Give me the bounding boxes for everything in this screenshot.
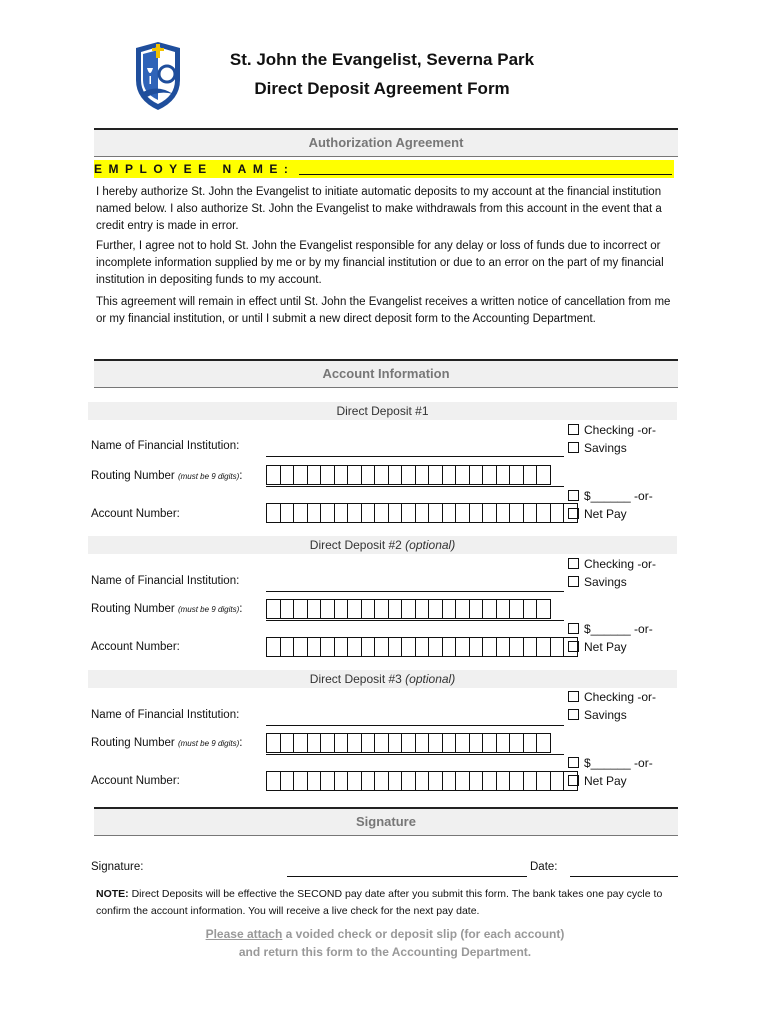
checkbox-icon[interactable] <box>568 709 579 720</box>
digit-box[interactable] <box>362 599 376 619</box>
digit-box[interactable] <box>443 599 457 619</box>
account-number-boxes-3[interactable] <box>266 771 578 791</box>
routing-number-boxes-3[interactable] <box>266 733 551 753</box>
digit-box[interactable] <box>335 599 349 619</box>
institution-input-1[interactable] <box>266 456 564 457</box>
digit-box[interactable] <box>416 503 430 523</box>
digit-box[interactable] <box>429 637 443 657</box>
digit-box[interactable] <box>389 465 403 485</box>
digit-box[interactable] <box>510 637 524 657</box>
institution-input-3[interactable] <box>266 725 564 726</box>
digit-box[interactable] <box>402 771 416 791</box>
checking-option-1[interactable] <box>568 421 656 439</box>
digit-box[interactable] <box>524 599 538 619</box>
digit-box[interactable] <box>524 503 538 523</box>
authorization-paragraph-3: This agreement will remain in effect until St. John the Evangelist receives a written notice of cancellation from me or my financial institution, or until I submit a new direct deposit form to the Accounting Department. <box>96 296 671 325</box>
digit-box[interactable] <box>443 503 457 523</box>
signature-input[interactable] <box>287 876 527 877</box>
digit-box[interactable] <box>524 637 538 657</box>
digit-box[interactable] <box>308 637 322 657</box>
digit-box[interactable] <box>510 599 524 619</box>
digit-box[interactable] <box>551 503 565 523</box>
digit-box[interactable] <box>402 503 416 523</box>
digit-box[interactable] <box>281 465 295 485</box>
digit-box[interactable] <box>362 733 376 753</box>
amount-label: $______ -or- <box>584 489 653 503</box>
direct-deposit-3-heading <box>88 670 677 688</box>
routing-label-text: Routing Number <box>91 603 175 615</box>
digit-box[interactable] <box>470 637 484 657</box>
netpay-label: Net Pay <box>584 640 627 654</box>
savings-option-2[interactable] <box>568 573 627 591</box>
digit-box[interactable] <box>389 599 403 619</box>
authorization-paragraph-1: I hereby authorize St. John the Evangelist to initiate automatic deposits to my account at the financial institution named below. I also authorize St. John the Evangelist to make withdrawals from this account in the event that a credit entry is made in error. <box>96 186 662 232</box>
digit-box[interactable] <box>456 771 470 791</box>
signature-label: Signature: <box>91 861 144 873</box>
digit-box[interactable] <box>267 637 281 657</box>
savings-option-3[interactable] <box>568 706 627 724</box>
digit-box[interactable] <box>335 637 349 657</box>
digit-box[interactable] <box>564 503 578 523</box>
checkbox-icon[interactable] <box>568 442 579 453</box>
digit-box[interactable] <box>375 599 389 619</box>
routing-colon: : <box>239 470 243 482</box>
digit-box[interactable] <box>510 733 524 753</box>
digit-box[interactable] <box>402 465 416 485</box>
digit-box[interactable] <box>375 637 389 657</box>
routing-hint: (must be 9 digits) <box>177 472 240 481</box>
digit-box[interactable] <box>483 465 497 485</box>
digit-box[interactable] <box>456 503 470 523</box>
note-text: Direct Deposits will be effective the SECOND pay date after you submit this form. The bank takes one pay cycle to confirm the account information. You will receive a live check for the next pay date. <box>96 888 663 917</box>
digit-box[interactable] <box>321 599 335 619</box>
digit-box[interactable] <box>524 733 538 753</box>
digit-box[interactable] <box>402 637 416 657</box>
digit-box[interactable] <box>537 733 551 753</box>
institution-label-2: Name of Financial Institution: <box>91 575 240 587</box>
note-bold: NOTE: <box>96 888 129 900</box>
routing-colon: : <box>239 603 243 615</box>
digit-box[interactable] <box>537 637 551 657</box>
amount-option-1[interactable] <box>568 487 653 505</box>
digit-box[interactable] <box>429 771 443 791</box>
digit-box[interactable] <box>537 771 551 791</box>
form-title: St. John the Evangelist, Severna Park <box>229 50 535 69</box>
digit-box[interactable] <box>443 733 457 753</box>
digit-box[interactable] <box>362 637 376 657</box>
digit-box[interactable] <box>348 637 362 657</box>
digit-box[interactable] <box>348 503 362 523</box>
digit-box[interactable] <box>564 637 578 657</box>
date-label: Date: <box>530 861 558 873</box>
digit-box[interactable] <box>308 733 322 753</box>
routing-label-3 <box>91 737 243 749</box>
amount-label: $______ -or- <box>584 756 653 770</box>
return-instruction: and return this form to the Accounting Department. <box>238 945 532 959</box>
direct-deposit-3-title: Direct Deposit #3 <box>309 672 406 686</box>
savings-label: Savings <box>584 575 627 589</box>
digit-box[interactable] <box>483 599 497 619</box>
institution-label-3: Name of Financial Institution: <box>91 709 240 721</box>
digit-box[interactable] <box>483 637 497 657</box>
digit-box[interactable] <box>470 771 484 791</box>
digit-box[interactable] <box>456 465 470 485</box>
routing-label-2 <box>91 603 243 615</box>
digit-box[interactable] <box>524 771 538 791</box>
account-number-boxes-1[interactable] <box>266 503 578 523</box>
account-information-heading: Account Information <box>94 359 678 388</box>
checkbox-icon[interactable] <box>568 623 579 634</box>
routing-label-text: Routing Number <box>91 737 175 749</box>
digit-box[interactable] <box>281 503 295 523</box>
digit-box[interactable] <box>456 637 470 657</box>
digit-box[interactable] <box>470 503 484 523</box>
digit-box[interactable] <box>362 465 376 485</box>
date-input[interactable] <box>570 876 678 877</box>
digit-box[interactable] <box>294 465 308 485</box>
digit-box[interactable] <box>294 771 308 791</box>
signature-heading: Signature <box>94 807 678 836</box>
digit-box[interactable] <box>375 465 389 485</box>
digit-box[interactable] <box>416 733 430 753</box>
digit-box[interactable] <box>429 503 443 523</box>
digit-box[interactable] <box>389 637 403 657</box>
digit-box[interactable] <box>416 599 430 619</box>
digit-box[interactable] <box>294 503 308 523</box>
digit-box[interactable] <box>497 465 511 485</box>
digit-box[interactable] <box>281 599 295 619</box>
authorization-heading: Authorization Agreement <box>94 128 678 157</box>
digit-box[interactable] <box>389 771 403 791</box>
digit-box[interactable] <box>402 599 416 619</box>
digit-box[interactable] <box>537 465 551 485</box>
checkbox-icon[interactable] <box>568 576 579 587</box>
digit-box[interactable] <box>281 771 295 791</box>
digit-box[interactable] <box>497 733 511 753</box>
digit-box[interactable] <box>456 733 470 753</box>
checking-option-2[interactable] <box>568 555 656 573</box>
routing-underline-3 <box>266 754 564 755</box>
institution-label-1: Name of Financial Institution: <box>91 440 240 452</box>
digit-box[interactable] <box>510 465 524 485</box>
digit-box[interactable] <box>456 599 470 619</box>
routing-label-1 <box>91 470 243 482</box>
digit-box[interactable] <box>429 733 443 753</box>
digit-box[interactable] <box>375 733 389 753</box>
digit-box[interactable] <box>321 733 335 753</box>
checking-label: Checking -or- <box>584 690 657 704</box>
account-label-2: Account Number: <box>91 641 180 653</box>
digit-box[interactable] <box>483 503 497 523</box>
digit-box[interactable] <box>308 599 322 619</box>
checkbox-icon[interactable] <box>568 558 579 569</box>
digit-box[interactable] <box>348 733 362 753</box>
digit-box[interactable] <box>321 637 335 657</box>
digit-box[interactable] <box>335 771 349 791</box>
routing-number-boxes-2[interactable] <box>266 599 551 619</box>
digit-box[interactable] <box>537 599 551 619</box>
digit-box[interactable] <box>267 465 281 485</box>
digit-box[interactable] <box>497 599 511 619</box>
digit-box[interactable] <box>389 733 403 753</box>
digit-box[interactable] <box>537 503 551 523</box>
routing-hint: (must be 9 digits) <box>177 605 240 614</box>
netpay-label: Net Pay <box>584 774 627 788</box>
digit-box[interactable] <box>416 637 430 657</box>
digit-box[interactable] <box>551 637 565 657</box>
routing-label-text: Routing Number <box>91 470 175 482</box>
checkbox-icon[interactable] <box>568 691 579 702</box>
digit-box[interactable] <box>443 465 457 485</box>
employee-name-line <box>299 174 672 175</box>
direct-deposit-1-heading <box>88 402 677 420</box>
digit-box[interactable] <box>416 771 430 791</box>
savings-option-1[interactable] <box>568 439 627 457</box>
authorization-paragraph-2: Further, I agree not to hold St. John the Evangelist responsible for any delay or loss of funds due to incorrect or incomplete information supplied by me or by my financial institution or due to an error on the part of my financial institution in depositing funds to my account. <box>96 240 664 286</box>
digit-box[interactable] <box>470 599 484 619</box>
digit-box[interactable] <box>510 771 524 791</box>
digit-box[interactable] <box>375 771 389 791</box>
form-subtitle: Direct Deposit Agreement Form <box>254 79 510 98</box>
digit-box[interactable] <box>335 503 349 523</box>
digit-box[interactable] <box>429 465 443 485</box>
digit-box[interactable] <box>375 503 389 523</box>
digit-box[interactable] <box>348 599 362 619</box>
account-label-1: Account Number: <box>91 508 180 520</box>
direct-deposit-2-optional: (optional) <box>405 538 456 552</box>
digit-box[interactable] <box>362 771 376 791</box>
attach-instruction <box>180 925 590 961</box>
digit-box[interactable] <box>402 733 416 753</box>
checking-label: Checking -or- <box>584 557 657 571</box>
digit-box[interactable] <box>321 771 335 791</box>
digit-box[interactable] <box>551 771 565 791</box>
digit-box[interactable] <box>294 733 308 753</box>
digit-box[interactable] <box>294 599 308 619</box>
direct-deposit-1-title: Direct Deposit #1 <box>336 404 429 418</box>
digit-box[interactable] <box>348 465 362 485</box>
direct-deposit-3-optional: (optional) <box>405 672 456 686</box>
digit-box[interactable] <box>362 503 376 523</box>
digit-box[interactable] <box>443 771 457 791</box>
attach-rest: a voided check or deposit slip (for each account) <box>282 927 565 941</box>
amount-option-2[interactable] <box>568 620 653 638</box>
savings-label: Savings <box>584 441 627 455</box>
direct-deposit-2-heading <box>88 536 677 554</box>
digit-box[interactable] <box>267 771 281 791</box>
digit-box[interactable] <box>267 599 281 619</box>
digit-box[interactable] <box>389 503 403 523</box>
routing-number-boxes-1[interactable] <box>266 465 551 485</box>
digit-box[interactable] <box>348 771 362 791</box>
deposit-note <box>96 886 681 920</box>
digit-box[interactable] <box>308 771 322 791</box>
please-attach-link[interactable]: Please attach <box>205 927 283 941</box>
digit-box[interactable] <box>564 771 578 791</box>
employee-name-field[interactable] <box>94 160 674 178</box>
account-number-boxes-2[interactable] <box>266 637 578 657</box>
digit-box[interactable] <box>497 637 511 657</box>
digit-box[interactable] <box>483 771 497 791</box>
digit-box[interactable] <box>335 733 349 753</box>
digit-box[interactable] <box>281 637 295 657</box>
digit-box[interactable] <box>470 733 484 753</box>
parish-crest-icon <box>133 40 183 112</box>
digit-box[interactable] <box>510 503 524 523</box>
digit-box[interactable] <box>524 465 538 485</box>
digit-box[interactable] <box>321 465 335 485</box>
digit-box[interactable] <box>281 733 295 753</box>
checking-label: Checking -or- <box>584 423 657 437</box>
digit-box[interactable] <box>483 733 497 753</box>
routing-underline-2 <box>266 620 564 621</box>
institution-input-2[interactable] <box>266 591 564 592</box>
digit-box[interactable] <box>294 637 308 657</box>
direct-deposit-2-title: Direct Deposit #2 <box>309 538 406 552</box>
digit-box[interactable] <box>429 599 443 619</box>
digit-box[interactable] <box>267 733 281 753</box>
checkbox-icon[interactable] <box>568 757 579 768</box>
checkbox-icon[interactable] <box>568 424 579 435</box>
savings-label: Savings <box>584 708 627 722</box>
checking-option-3[interactable] <box>568 688 656 706</box>
digit-box[interactable] <box>308 465 322 485</box>
digit-box[interactable] <box>443 637 457 657</box>
digit-box[interactable] <box>416 465 430 485</box>
digit-box[interactable] <box>497 503 511 523</box>
digit-box[interactable] <box>497 771 511 791</box>
account-label-3: Account Number: <box>91 775 180 787</box>
routing-colon: : <box>239 737 243 749</box>
employee-name-label: EMPLOYEE NAME: <box>94 162 295 176</box>
amount-label: $______ -or- <box>584 622 653 636</box>
digit-box[interactable] <box>321 503 335 523</box>
routing-hint: (must be 9 digits) <box>177 739 240 748</box>
checkbox-icon[interactable] <box>568 490 579 501</box>
digit-box[interactable] <box>267 503 281 523</box>
digit-box[interactable] <box>308 503 322 523</box>
amount-option-3[interactable] <box>568 754 653 772</box>
routing-underline-1 <box>266 486 564 487</box>
digit-box[interactable] <box>335 465 349 485</box>
netpay-label: Net Pay <box>584 507 627 521</box>
digit-box[interactable] <box>470 465 484 485</box>
